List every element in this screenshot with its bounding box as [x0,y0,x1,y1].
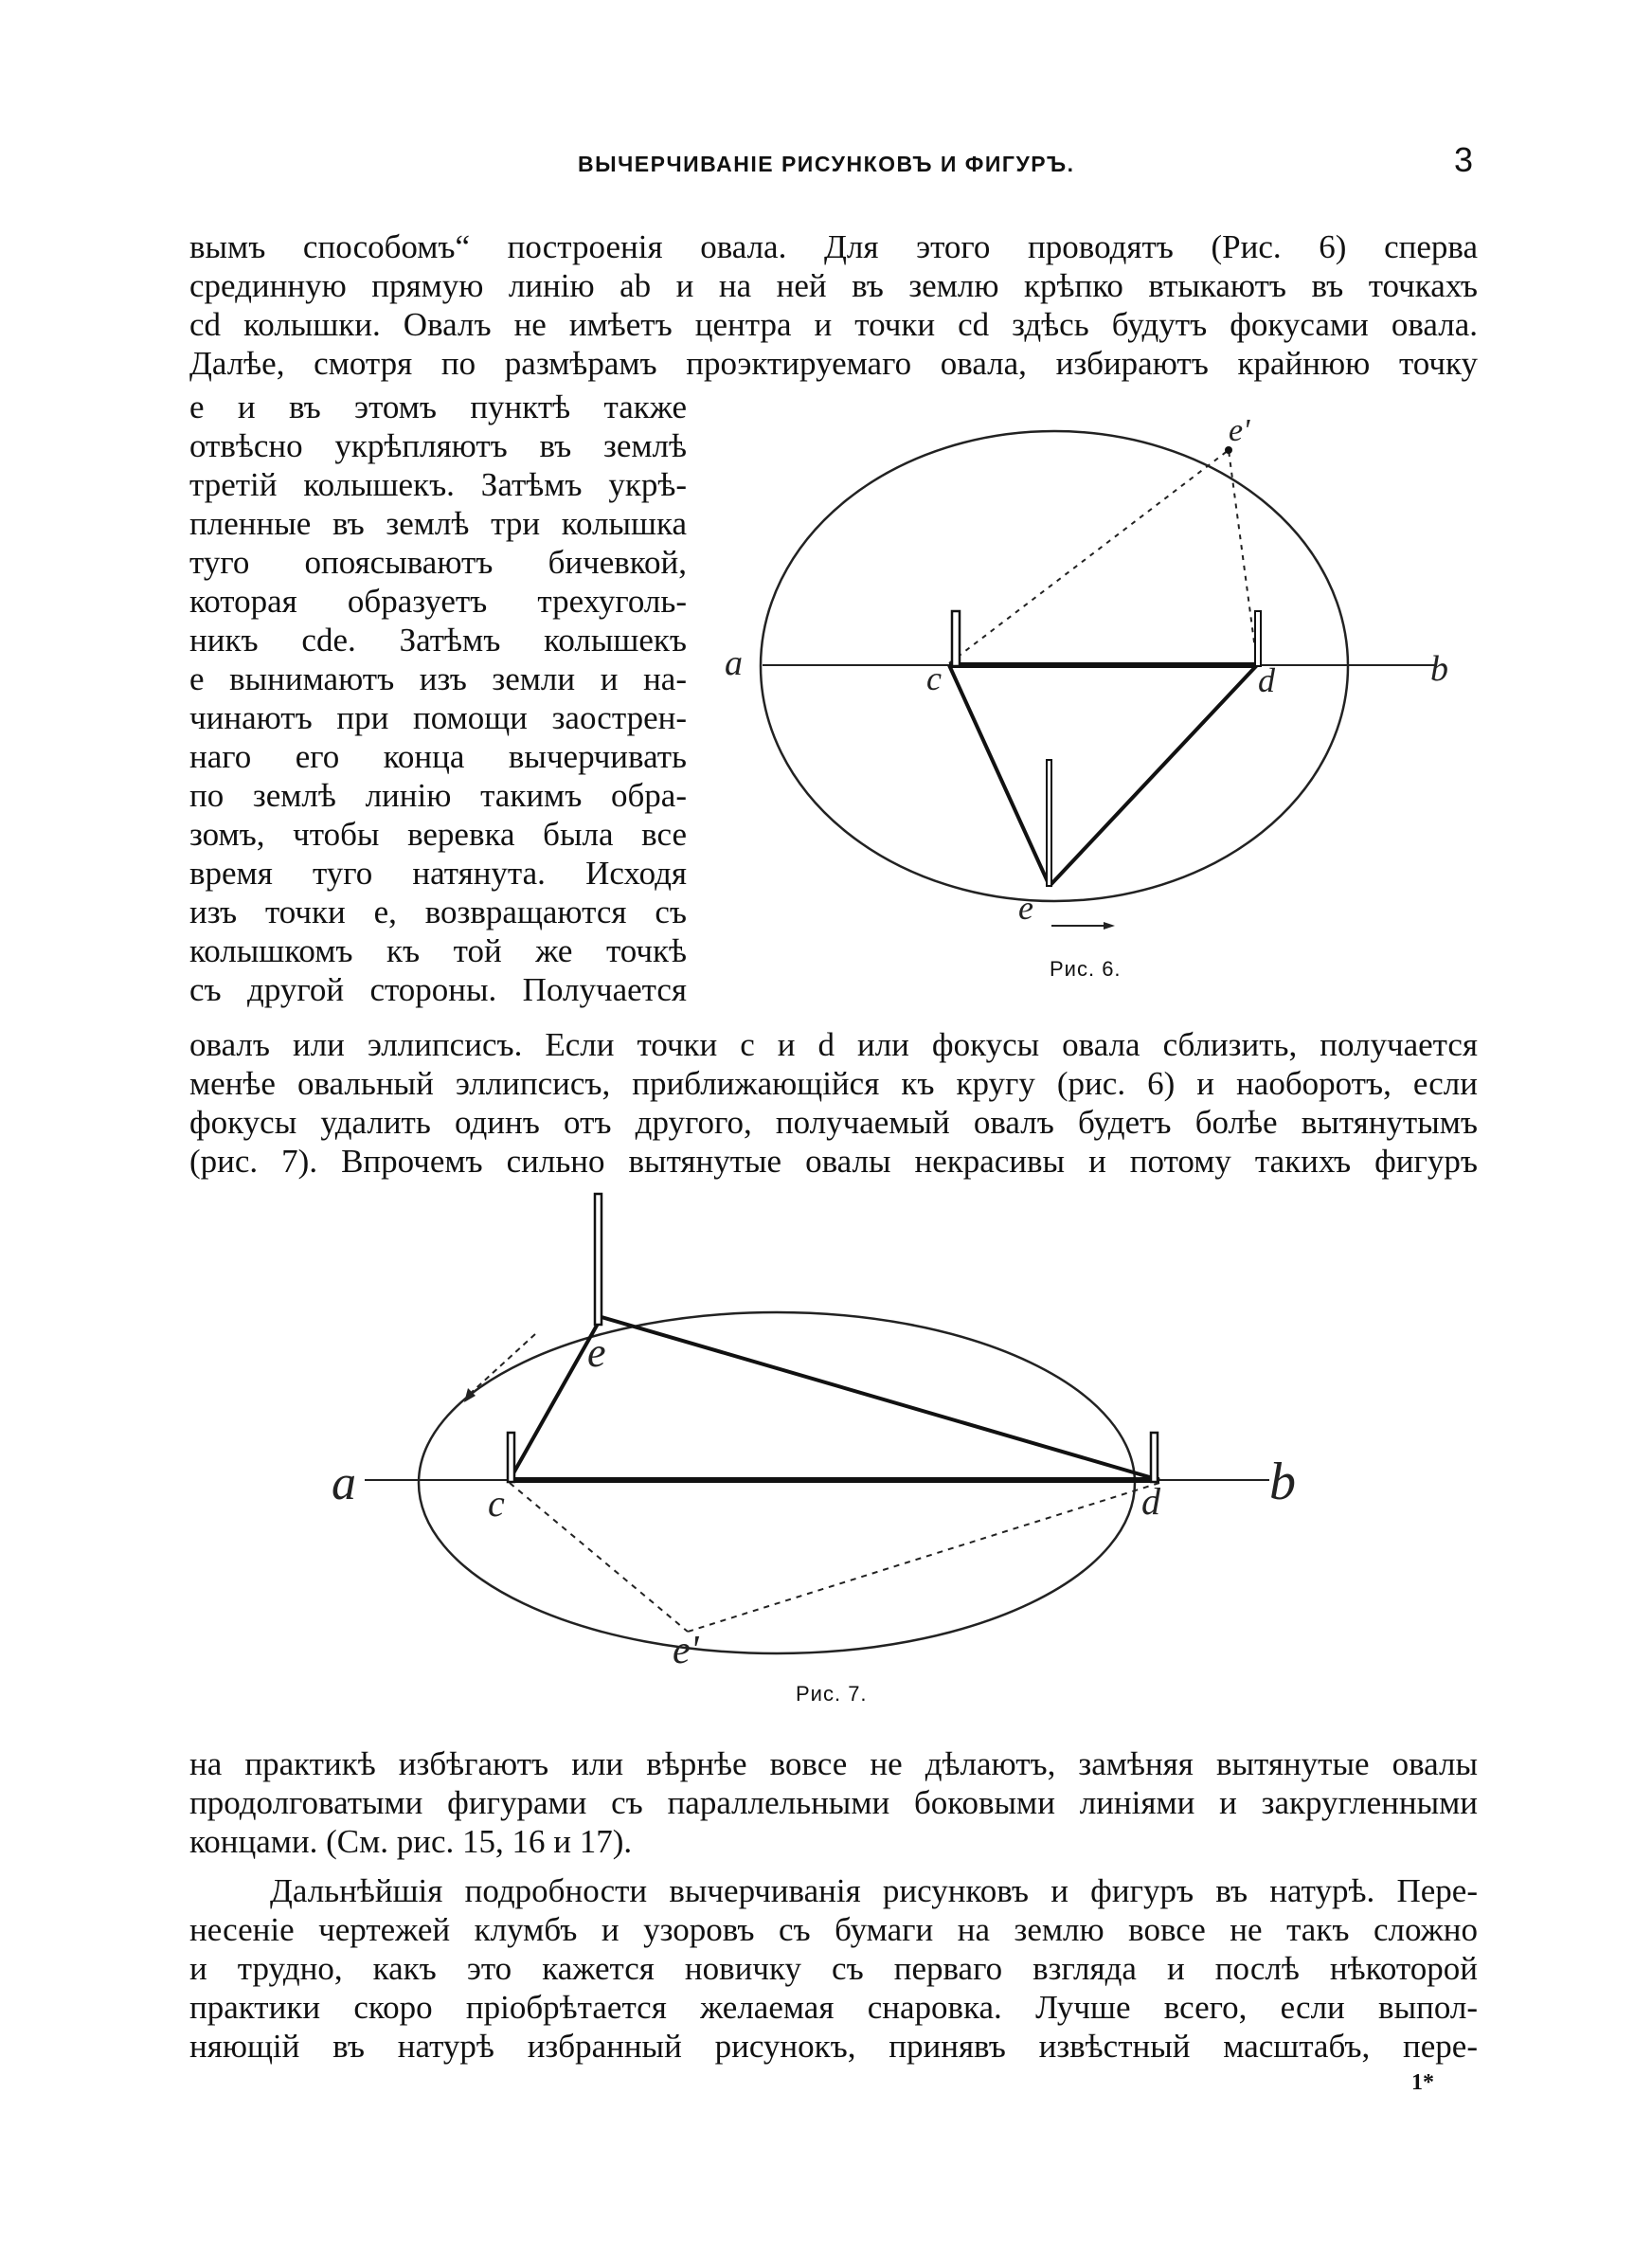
running-title: ВЫЧЕРЧИВАНІЕ РИСУНКОВЪ И ФИГУРЪ. [578,152,1075,176]
text-line: менѣе овальный эллипсисъ, приближающійся къ кругу (рис. 6) и наоборотъ, если [189,1065,1478,1102]
fig6-dotted-de-prime [1229,450,1257,663]
text-line: туго опоясываютъ бичевкой, [189,544,687,581]
text-line: колышкомъ къ той же точкѣ [189,932,687,969]
fig6-label-c: c [926,659,942,697]
text-line: Далѣе, смотря по размѣрамъ проэктируемаго овала, избираютъ крайнюю точку [189,345,1478,382]
fig6-arrow-head [1104,922,1115,930]
fig6-label-a: a [725,643,743,683]
fig7-label-e: e [587,1329,606,1376]
text-line: отвѣсно укрѣпляютъ въ землѣ [189,427,687,464]
text-line: e и въ этомъ пунктѣ также [189,388,687,425]
fig7-string-de [602,1317,1159,1480]
text-line: концами. (См. рис. 15, 16 и 17). [189,1823,633,1860]
text-line: вымъ способомъ“ построенія овала. Для этого проводятъ (Рис. 6) сперва [189,228,1478,265]
text-line: никъ cde. Затѣмъ колышекъ [189,622,687,659]
fig7-peg-e [595,1194,602,1325]
figure-7 [322,1194,1364,1687]
text-line: съ другой стороны. Получается [189,971,687,1008]
text-line: зомъ, чтобы веревка была все [189,816,687,853]
fig7-label-a: a [332,1456,356,1510]
text-line: e вынимаютъ изъ земли и на- [189,660,687,697]
fig6-string-de [1050,665,1257,886]
fig6-label-e: e [1018,889,1033,927]
text-line: продолговатыми фигурами съ параллельными боковыми линіями и закругленными [189,1784,1478,1821]
text-line: практики скоро пріобрѣтается желаемая снаровка. Лучше всего, если выпол- [189,1989,1478,2026]
figure-7-caption: Рис. 7. [796,1682,868,1706]
fig7-motion-arrow [469,1334,535,1395]
text-line: няющій въ натурѣ избранный рисунокъ, принявъ извѣстный масштабъ, пере- [189,2028,1478,2065]
fig7-label-e-prime: e' [673,1629,699,1672]
fig6-peg-d [1255,611,1261,666]
text-line: чинаютъ при помощи заострен- [189,699,687,736]
text-line: несеніе чертежей клумбъ и узоровъ съ бумаги на землю вовсе не такъ сложно [189,1911,1478,1948]
text-line: и трудно, какъ это кажется новичку съ перваго взгляда и послѣ нѣкоторой [189,1950,1478,1987]
fig7-label-b: b [1269,1453,1296,1511]
fig6-label-e-prime: e' [1229,413,1250,448]
text-line: Дальнѣйшія подробности вычерчиванія рисунковъ и фигуръ въ натурѣ. Пере- [270,1872,1478,1909]
page-number: 3 [1454,140,1474,179]
text-line: пленные въ землѣ три колышка [189,505,687,542]
fig7-label-d: d [1141,1480,1160,1523]
figure-6-caption: Рис. 6. [1050,957,1122,981]
text-line: (рис. 7). Впрочемъ сильно вытянутые овалы некрасивы и потому такихъ фигуръ [189,1143,1478,1180]
figure-6 [701,398,1478,985]
text-line: время туго натянута. Исходя [189,855,687,892]
fig6-label-d: d [1258,661,1275,699]
fig6-dotted-ce-prime [949,450,1229,663]
fig6-peg-e [1047,760,1051,886]
text-line: срединную прямую линію ab и на ней въ землю крѣпко втыкаютъ въ точкахъ [189,267,1478,304]
text-line: по землѣ линію такимъ обра- [189,777,687,814]
signature-mark: 1* [1411,2070,1434,2095]
fig7-dotted-de-prime [688,1483,1159,1632]
text-line: наго его конца вычерчивать [189,738,687,775]
text-line: овалъ или эллипсисъ. Если точки c и d или фокусы овала сблизить, получается [189,1026,1478,1063]
text-line: на практикѣ избѣгаютъ или вѣрнѣе вовсе не дѣлаютъ, замѣняя вытянутые овалы [189,1745,1478,1782]
fig7-label-c: c [488,1482,505,1525]
text-line: cd колышки. Овалъ не имѣетъ центра и точки cd здѣсь будутъ фокусами овала. [189,306,1478,343]
fig6-string-ce [949,665,1050,886]
fig7-peg-c [508,1433,514,1482]
fig7-motion-arrow-head [464,1388,476,1402]
text-line: которая образуетъ трехуголь- [189,583,687,620]
text-line: изъ точки e, возвращаются съ [189,894,687,930]
text-line: третій колышекъ. Затѣмъ укрѣ- [189,466,687,503]
fig7-peg-d [1151,1433,1158,1482]
fig6-label-b: b [1430,649,1448,689]
text-line: фокусы удалить одинъ отъ другого, получаемый овалъ будетъ болѣе вытянутымъ [189,1104,1478,1141]
fig6-peg-c [952,611,960,666]
